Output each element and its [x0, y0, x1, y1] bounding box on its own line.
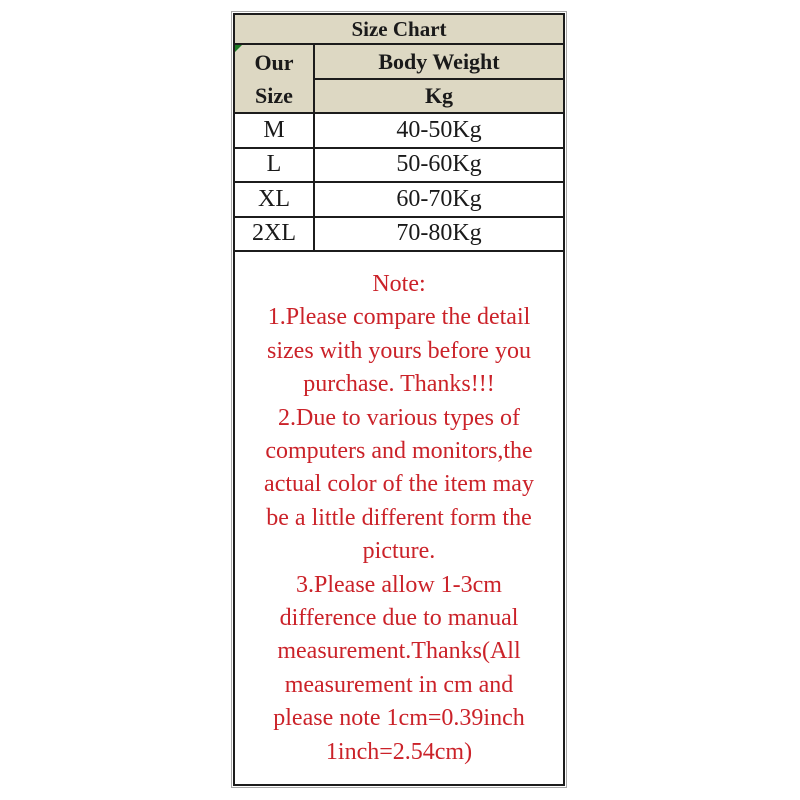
note-line: difference due to manual	[279, 605, 519, 632]
weight-value: 60-70Kg	[396, 185, 482, 212]
size-chart-table	[233, 13, 565, 786]
note-line: Note:	[372, 271, 426, 297]
weight-value: 40-50Kg	[396, 116, 482, 143]
size-value: L	[235, 149, 315, 182]
weight-value: 70-80Kg	[396, 220, 482, 247]
note-line: 1.Please compare the detail	[267, 304, 531, 331]
table-row	[235, 114, 563, 149]
table-header	[235, 45, 563, 114]
table-title: Size Chart	[235, 15, 563, 45]
note-line: 1inch=2.54cm)	[325, 738, 473, 765]
size-value: 2XL	[235, 218, 315, 251]
table-row	[235, 149, 563, 184]
table-row	[235, 218, 563, 253]
weight-value: 50-60Kg	[396, 151, 482, 178]
table-row	[235, 183, 563, 218]
kg-unit-header: Kg	[424, 83, 454, 108]
cell-corner-marker-icon	[235, 45, 242, 52]
size-value: M	[235, 114, 315, 147]
note-section	[235, 252, 563, 784]
note-line: 3.Please allow 1-3cm	[296, 571, 502, 598]
weight-header-column	[315, 45, 563, 112]
note-line: purchase. Thanks!!!	[303, 371, 495, 398]
note-line: sizes with yours before you	[267, 337, 531, 364]
our-size-header-line1: Our	[254, 49, 294, 75]
note-line: actual color of the item may	[264, 471, 534, 498]
our-size-header-cell	[235, 45, 315, 112]
note-line: measurement.Thanks(All	[277, 638, 521, 665]
note-line: picture.	[362, 538, 436, 565]
size-value: XL	[235, 183, 315, 216]
note-line: 2.Due to various types of	[278, 404, 520, 431]
note-line: please note 1cm=0.39inch	[273, 705, 525, 732]
our-size-header-line2: Size	[255, 82, 293, 108]
note-line: be a little different form the	[266, 504, 532, 531]
body-weight-header: Body Weight	[315, 45, 563, 80]
note-line: computers and monitors,the	[265, 438, 533, 465]
note-line: measurement in cm and	[284, 671, 514, 698]
